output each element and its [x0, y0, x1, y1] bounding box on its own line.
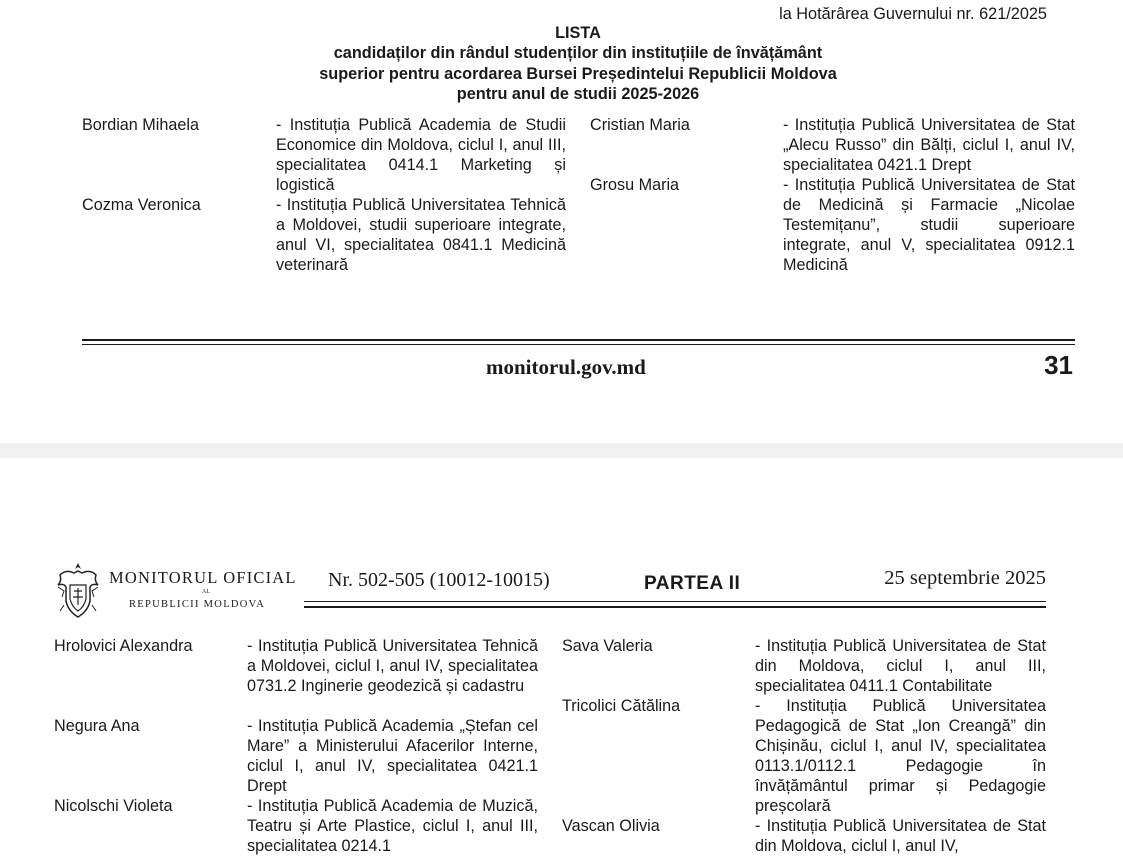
- candidate-institution: - Instituția Publică Universitatea Pedagogică de Stat „Ion Creangă” din Chișinău, ciclul I, anul IV, specialitatea 0113.1/0112.1 Pedagogie în învățământul primar și Pedagogie preșcolară: [755, 697, 1046, 815]
- masthead-subtitle: REPUBLICII MOLDOVA: [129, 599, 266, 610]
- candidate-institution: - Instituția Publică Academia de Studii Economice din Moldova, ciclul I, anul III, specialitatea 0414.1 Marketing și logistică: [276, 116, 566, 194]
- candidate-name: Vascan Olivia: [562, 817, 660, 835]
- issue-date: 25 septembrie 2025: [884, 567, 1046, 589]
- page-separator: [0, 443, 1123, 458]
- candidate-name: Cristian Maria: [590, 116, 690, 134]
- issue-number: Nr. 502-505 (10012-10015): [328, 569, 550, 591]
- candidate-name: Hrolovici Alexandra: [54, 637, 193, 655]
- candidate-name: Grosu Maria: [590, 176, 680, 194]
- candidate-institution: - Instituția Publică Universitatea de Stat de Medicină și Farmacie „Nicolae Testemițanu”, studii superioare integrate, anul V, specialitatea 0912.1 Medicină: [783, 176, 1075, 274]
- candidate-name: Negura Ana: [54, 717, 140, 735]
- list-subtitle-line-1: candidaților din rândul studenților din instituțiile de învățământ: [333, 44, 823, 62]
- candidate-name: Sava Valeria: [562, 637, 653, 655]
- header-rule-bottom: [304, 606, 1046, 608]
- candidate-name: Tricolici Cătălina: [562, 697, 681, 715]
- list-subtitle-line-2: superior pentru acordarea Bursei Președintelui Republicii Moldova: [319, 65, 837, 83]
- header-rule-top: [304, 601, 1046, 602]
- candidate-institution: - Instituția Publică Universitatea Tehnică a Moldovei, studii superioare integrate, anul VI, specialitatea 0841.1 Medicină veterinară: [276, 196, 566, 274]
- candidate-name: Cozma Veronica: [82, 196, 201, 214]
- footer-website: monitorul.gov.md: [486, 355, 646, 379]
- masthead-title: MONITORUL OFICIAL: [109, 568, 297, 587]
- page-number: 31: [1044, 350, 1073, 380]
- candidate-institution: - Instituția Publică Academia de Muzică, Teatru și Arte Plastice, ciclul I, anul III, specialitatea 0214.1: [247, 797, 538, 855]
- coat-of-arms-icon: [54, 561, 102, 621]
- footer-rule-thick: [82, 339, 1075, 341]
- list-title: LISTA: [555, 24, 601, 42]
- footer-rule-thin: [82, 344, 1075, 345]
- section-part: PARTEA II: [644, 573, 741, 594]
- candidate-institution: - Instituția Publică Universitatea de Stat din Moldova, ciclul I, anul IV,: [755, 817, 1046, 855]
- candidate-institution: - Instituția Publică Universitatea de Stat din Moldova, ciclul I, anul III, specialitatea 0411.1 Contabilitate: [755, 637, 1046, 695]
- annex-reference: la Hotărârea Guvernului nr. 621/2025: [779, 5, 1047, 23]
- candidate-name: Bordian Mihaela: [82, 116, 199, 134]
- candidate-institution: - Instituția Publică Universitatea de Stat „Alecu Russo” din Bălți, ciclul I, anul IV, specialitatea 0421.1 Drept: [783, 116, 1075, 174]
- candidate-institution: - Instituția Publică Academia „Ștefan cel Mare” a Ministerului Afacerilor Interne, ciclul I, anul IV, specialitatea 0421.1 Drept: [247, 717, 538, 795]
- list-subtitle-line-3: pentru anul de studii 2025-2026: [456, 85, 700, 103]
- candidate-institution: - Instituția Publică Universitatea Tehnică a Moldovei, ciclul I, anul IV, specialitatea 0731.2 Inginerie geodezică și cadastru: [247, 637, 538, 695]
- candidate-name: Nicolschi Violeta: [54, 797, 173, 815]
- masthead-al: AL: [202, 589, 210, 595]
